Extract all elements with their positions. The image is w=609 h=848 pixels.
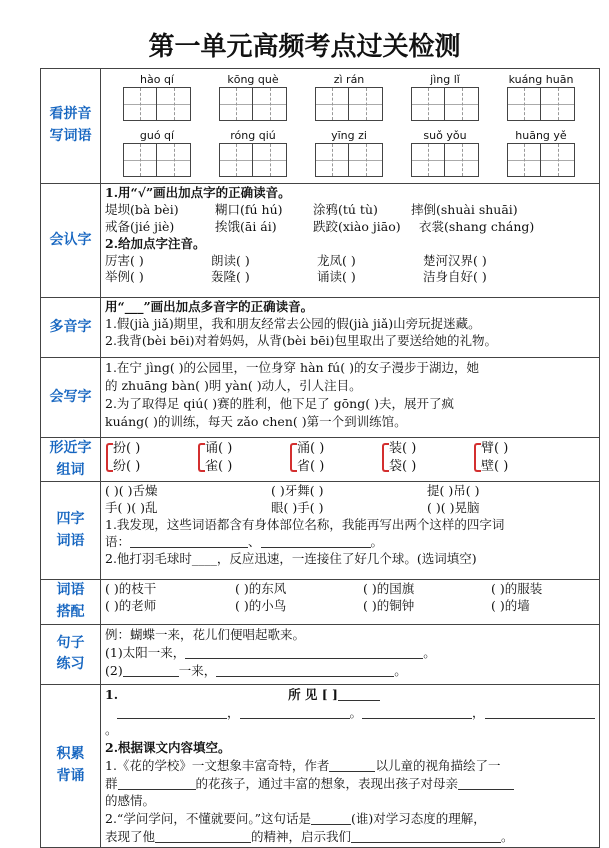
- writing-box[interactable]: [123, 143, 157, 177]
- section-label-duoyinzi: 多音字: [41, 298, 101, 358]
- char-blank[interactable]: 涌( ): [297, 441, 325, 456]
- idiom-blank[interactable]: 提( )吊( ): [427, 483, 480, 499]
- match-blank[interactable]: ( )的枝干: [105, 581, 157, 597]
- char-blank[interactable]: 诵( ): [205, 441, 233, 456]
- pinyin-text: guó qí: [139, 129, 175, 142]
- sentence: 1.我发现，这些词语都含有身体部位名称，我能再写出两个这样的四字词: [105, 517, 505, 533]
- match-blank[interactable]: ( )的铜钟: [363, 598, 415, 614]
- pinyin-word: [205, 129, 301, 181]
- text-line: 的 zhuāng bàn( )明 yàn( )动人，引人注目。: [105, 378, 362, 394]
- pinyin-text: huāng yě: [515, 129, 567, 142]
- choice-item[interactable]: 挨饿(āi ái): [215, 218, 277, 234]
- example: 例：蝴蝶一来，花儿们便唱起歌来。: [105, 626, 306, 642]
- writing-box[interactable]: [507, 87, 541, 121]
- pinyin-word: [397, 129, 493, 181]
- poem-blank[interactable]: [240, 706, 350, 719]
- writing-box[interactable]: [253, 87, 287, 121]
- pinyin-text: hào qí: [140, 73, 174, 86]
- juzi-content: 例：蝴蝶一来，花儿们便唱起歌来。 (1)太阳一来， 。 (2) 一来， 。: [101, 624, 600, 684]
- char-blank[interactable]: 壁( ): [481, 458, 509, 474]
- pinyin-word: [109, 129, 205, 181]
- writing-box[interactable]: [411, 143, 445, 177]
- char-blank[interactable]: 省( ): [297, 458, 325, 474]
- writing-box[interactable]: [411, 87, 445, 121]
- match-blank[interactable]: ( )的国旗: [363, 581, 415, 597]
- poem-title: 所 见 [ ]: [288, 686, 338, 702]
- writing-box[interactable]: [445, 143, 479, 177]
- pinyin-text: yīng zi: [331, 129, 367, 142]
- section-label-juzi: 句子 练习: [41, 624, 101, 684]
- match-blank[interactable]: ( )的墙: [491, 598, 530, 614]
- char-pair: [289, 440, 381, 475]
- pinyin-word: [205, 73, 301, 125]
- char-blank[interactable]: 雀( ): [205, 458, 233, 474]
- writing-box[interactable]: [445, 87, 479, 121]
- char-pair: [197, 440, 289, 475]
- writing-box[interactable]: [541, 87, 575, 121]
- duoyinzi-content: [101, 298, 600, 358]
- writing-box[interactable]: [219, 87, 253, 121]
- question: 2.给加点字注音。: [105, 235, 206, 251]
- writing-box[interactable]: [123, 87, 157, 121]
- question: 1.用“√”画出加点字的正确读音。: [105, 185, 291, 200]
- char-blank[interactable]: 扮( ): [113, 441, 141, 456]
- writing-box[interactable]: [315, 143, 349, 177]
- pinyin-text: zì rán: [333, 73, 365, 86]
- answer-blank[interactable]: [185, 646, 423, 659]
- text-line: 2.为了取得足 qiú( )赛的胜利，他下足了 gōng( )夫，展开了疯: [105, 396, 454, 412]
- writing-box[interactable]: [219, 143, 253, 177]
- xingjin-content: [101, 438, 600, 482]
- question: 2.根据课文内容填空。: [105, 740, 231, 755]
- section-label-huixiezi: 会写字: [41, 358, 101, 438]
- choice-item[interactable]: 戒备(jié jiè): [105, 218, 175, 234]
- answer-blank[interactable]: [458, 777, 514, 790]
- section-label-sizi: 四字 词语: [41, 482, 101, 580]
- pinyin-blank[interactable]: 洁身自好( ): [423, 269, 487, 285]
- pinyin-text: jìng lǐ: [430, 73, 460, 86]
- idiom-blank[interactable]: 手( )( )乱: [105, 500, 158, 516]
- huirenzi-content: [101, 184, 600, 298]
- char-blank[interactable]: 臂( ): [481, 441, 509, 456]
- char-pair: [473, 440, 565, 475]
- pinyin-blank[interactable]: 诵读( ): [317, 269, 356, 285]
- idiom-blank[interactable]: ( )( )晃脑: [427, 500, 480, 516]
- text-line: 1.在宁 jìng( )的公园里，一位身穿 hàn fú( )的女子漫步于湖边，她: [105, 360, 479, 375]
- writing-box[interactable]: [157, 143, 191, 177]
- choice-item[interactable]: 堤坝(bà bèi): [105, 201, 179, 217]
- char-pair: [105, 440, 197, 475]
- section-label-xingjin: 形近字 组词: [41, 438, 101, 482]
- pinyin-word: [493, 129, 589, 181]
- section-label-huirenzi: 会认字: [41, 184, 101, 298]
- pinyin-text: kōng què: [227, 73, 279, 86]
- choice-item[interactable]: 摔倒(shuài shuāi): [411, 201, 518, 217]
- answer-blank[interactable]: [123, 664, 179, 677]
- writing-box[interactable]: [349, 143, 383, 177]
- pinyin-blank[interactable]: 轰隆( ): [211, 269, 250, 285]
- writing-box[interactable]: [507, 143, 541, 177]
- huixiezi-content: [101, 358, 600, 438]
- idiom-blank[interactable]: ( )( )舌燥: [105, 483, 158, 499]
- answer-blank[interactable]: [261, 535, 371, 548]
- answer-blank[interactable]: [311, 812, 351, 825]
- pinyin-word: [301, 73, 397, 125]
- writing-box[interactable]: [315, 87, 349, 121]
- sizi-content: ( )( )舌燥 ( )牙舞( ) 提( )吊( ) 手( )( )乱 眼( )手( ) ( )( )晃脑 1.我发现，这些词语都含有身体部位名称，我能再写出两个这样的四字词 语： 、 。 2.他打羽毛球时____，反应迅速，一连接住了好几个球。(选词填空): [101, 482, 600, 580]
- page-title: 第一单元高频考点过关检测: [148, 32, 461, 62]
- answer-blank[interactable]: [216, 664, 394, 677]
- choice-item[interactable]: 涂鸦(tú tù): [313, 201, 378, 217]
- char-blank[interactable]: 装( ): [389, 441, 417, 456]
- question: 用“___”画出加点多音字的正确读音。: [105, 299, 314, 314]
- text-line: kuáng( )的训练，每天 zǎo chen( )第一个到训练馆。: [105, 414, 407, 430]
- choice-item[interactable]: 衣裳(shang cháng): [419, 218, 535, 234]
- writing-box[interactable]: [253, 143, 287, 177]
- answer-blank[interactable]: [130, 535, 248, 548]
- sentence: 1.假(jià jiǎ)期里，我和朋友经常去公园的假(jià jiǎ)山旁玩捉迷藏。: [105, 315, 481, 331]
- section-label-dapei: 词语 搭配: [41, 580, 101, 624]
- pinyin-word: [301, 129, 397, 181]
- char-blank[interactable]: 袋( ): [389, 458, 417, 474]
- answer-blank[interactable]: [329, 759, 375, 772]
- choice-item[interactable]: 糊口(fú hú): [215, 201, 283, 217]
- pinyin-blank[interactable]: 楚河汉界( ): [423, 252, 487, 268]
- char-pair: [381, 440, 473, 475]
- choice-item[interactable]: 跌跤(xiào jiāo): [313, 218, 401, 234]
- match-blank[interactable]: ( )的老师: [105, 598, 157, 614]
- section-label-jilei: 积累 背诵: [41, 684, 101, 847]
- exam-table: [40, 68, 600, 848]
- poem-blank[interactable]: [362, 706, 472, 719]
- writing-box[interactable]: [349, 87, 383, 121]
- match-blank[interactable]: ( )的小鸟: [235, 598, 287, 614]
- jilei-content: 1. 所 见 [ ] ， 。 ，。 2.根据课文内容填空。 1.《花的学校》一文想象丰富奇特，作者 以儿童的视角描绘了一 群 的花孩子，通过丰富的想象，表现出孩子对母亲 的感情。 2.“学问学问，不懂就要问。”这句话是 (谁)对学习态度的理解， 表现了他 的精神，启示我们 。: [101, 684, 600, 847]
- idiom-blank[interactable]: ( )牙舞( ): [271, 483, 324, 499]
- section-label-pinyin: 看拼音 写词语: [41, 69, 101, 184]
- poem-blank[interactable]: [117, 706, 227, 719]
- sentence: 2.他打羽毛球时____，反应迅速，一连接住了好几个球。(选词填空): [105, 550, 477, 566]
- pinyin-text: róng qiú: [230, 129, 276, 142]
- pinyin-blank[interactable]: 举例( ): [105, 269, 144, 285]
- writing-box[interactable]: [541, 143, 575, 177]
- pinyin-blank[interactable]: 朗读( ): [211, 252, 250, 268]
- writing-box[interactable]: [157, 87, 191, 121]
- answer-blank[interactable]: [118, 777, 196, 790]
- pinyin-word: [493, 73, 589, 125]
- pinyin-text: kuáng huān: [508, 73, 574, 86]
- pinyin-word: [397, 73, 493, 125]
- match-blank[interactable]: ( )的服装: [491, 581, 543, 597]
- sentence: 2.我背(bèi bēi)对着妈妈，从背(bèi bēi)包里取出了要送给她的礼物。: [105, 332, 497, 348]
- author-blank[interactable]: [338, 688, 380, 701]
- idiom-blank[interactable]: 眼( )手( ): [271, 500, 324, 516]
- pinyin-blank[interactable]: 厉害( ): [105, 252, 144, 268]
- match-blank[interactable]: ( )的东风: [235, 581, 287, 597]
- pinyin-grid: [101, 69, 600, 184]
- dapei-content: [101, 580, 600, 624]
- pinyin-word: [109, 73, 205, 125]
- poem-blank[interactable]: [485, 706, 595, 719]
- pinyin-blank[interactable]: 龙凤( ): [317, 252, 356, 268]
- pinyin-text: suǒ yǒu: [423, 129, 467, 142]
- char-blank[interactable]: 纷( ): [113, 458, 141, 474]
